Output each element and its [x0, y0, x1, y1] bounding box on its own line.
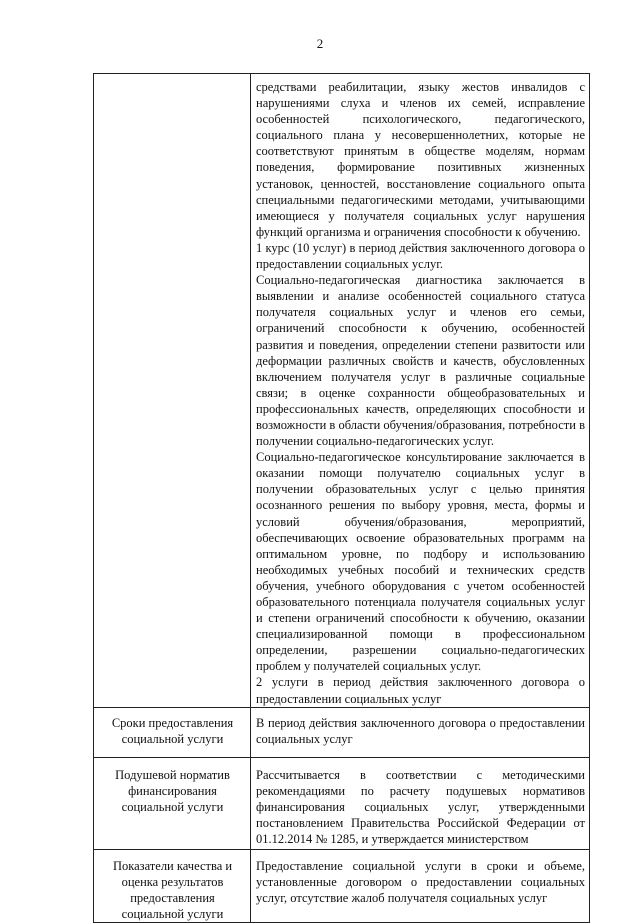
content-paragraph: В период действия заключенного договора о предоставлении социальных услуг	[256, 715, 585, 746]
table-row	[94, 757, 590, 849]
table-row	[94, 849, 590, 922]
content-paragraph: Рассчитывается в соответствии с методическими рекомендациями по расчету подушевых нормативов финансирования социальных услуг, утвержденными постановлением Правительства Российской Федерации от 01.12.2014 № 1285, и утверждается министерством	[256, 767, 585, 847]
row-label-cell: Сроки предоставления социальной услуги	[94, 707, 251, 757]
service-table	[93, 73, 590, 923]
content-paragraph: 1 курс (10 услуг) в период действия заключенного договора о предоставлении социальных услуг.	[256, 240, 585, 272]
content-paragraph: Социально-педагогическое консультирование заключается в оказании помощи получателю социальных услуг в получении образовательных услуг с целью принятия осознанного решения по выбору уровня, места, формы и условий обучения/образования, мероприятий, обеспечивающих освоение образовательных программ на оптимальном уровне, по подбору и использованию необходимых учебных пособий и технических средств обучения, учебного оборудования с учетом особенностей образовательного потенциала получателя социальных услуг и степени ограничений способности к обучению, оказании специализированной помощи в профессиональном определении, разрешении социально-педагогических проблем у получателей социальных услуг.	[256, 450, 585, 674]
row-label-cell: Подушевой норматив финансирования социальной услуги	[94, 757, 251, 849]
row-content-cell	[251, 757, 590, 849]
table-row	[94, 74, 590, 708]
content-paragraph: Предоставление социальной услуги в сроки и объеме, установленные договором о предоставлении социальных услуг, отсутствие жалоб получателя социальных услуг	[256, 858, 585, 905]
row-content-cell	[251, 707, 590, 757]
row-content-cell	[251, 849, 590, 922]
row-label-cell: Показатели качества и оценка результатов предоставления социальной услуги	[94, 849, 251, 922]
table-row	[94, 707, 590, 757]
page-number: 2	[316, 36, 324, 51]
row-label-cell	[94, 74, 251, 708]
content-paragraph: Социально-педагогическая диагностика заключается в выявлении и анализе особенностей социального статуса получателя социальных услуг и членов его семьи, ограничений способности к обучению, особенностей развития и поведения, определении степени развитости или деформации различных свойств и качеств, обусловленных включением получателя услуг в различные социальные связи; в оценке сохранности общеобразовательных и профессиональных качеств, определяющих способности и возможности в области обучения/образования, потребности в получении социально-педагогических услуг.	[256, 273, 585, 449]
content-paragraph: средствами реабилитации, языку жестов инвалидов с нарушениями слуха и членов их семей, исправление особенностей психологического, педагогического, социального плана у несовершеннолетних, которые не соответствуют принятым в обществе моделям, нормам поведения, формирование позитивных жизненных установок, ценностей, восстановление социального опыта специальными педагогическими методами, учитывающими имеющиеся у получателя социальных услуг нарушения функций организма и ограничения способности к обучению.	[256, 80, 585, 239]
content-paragraph: 2 услуги в период действия заключенного договора о предоставлении социальных услуг	[256, 675, 585, 706]
row-content-cell	[251, 74, 590, 708]
